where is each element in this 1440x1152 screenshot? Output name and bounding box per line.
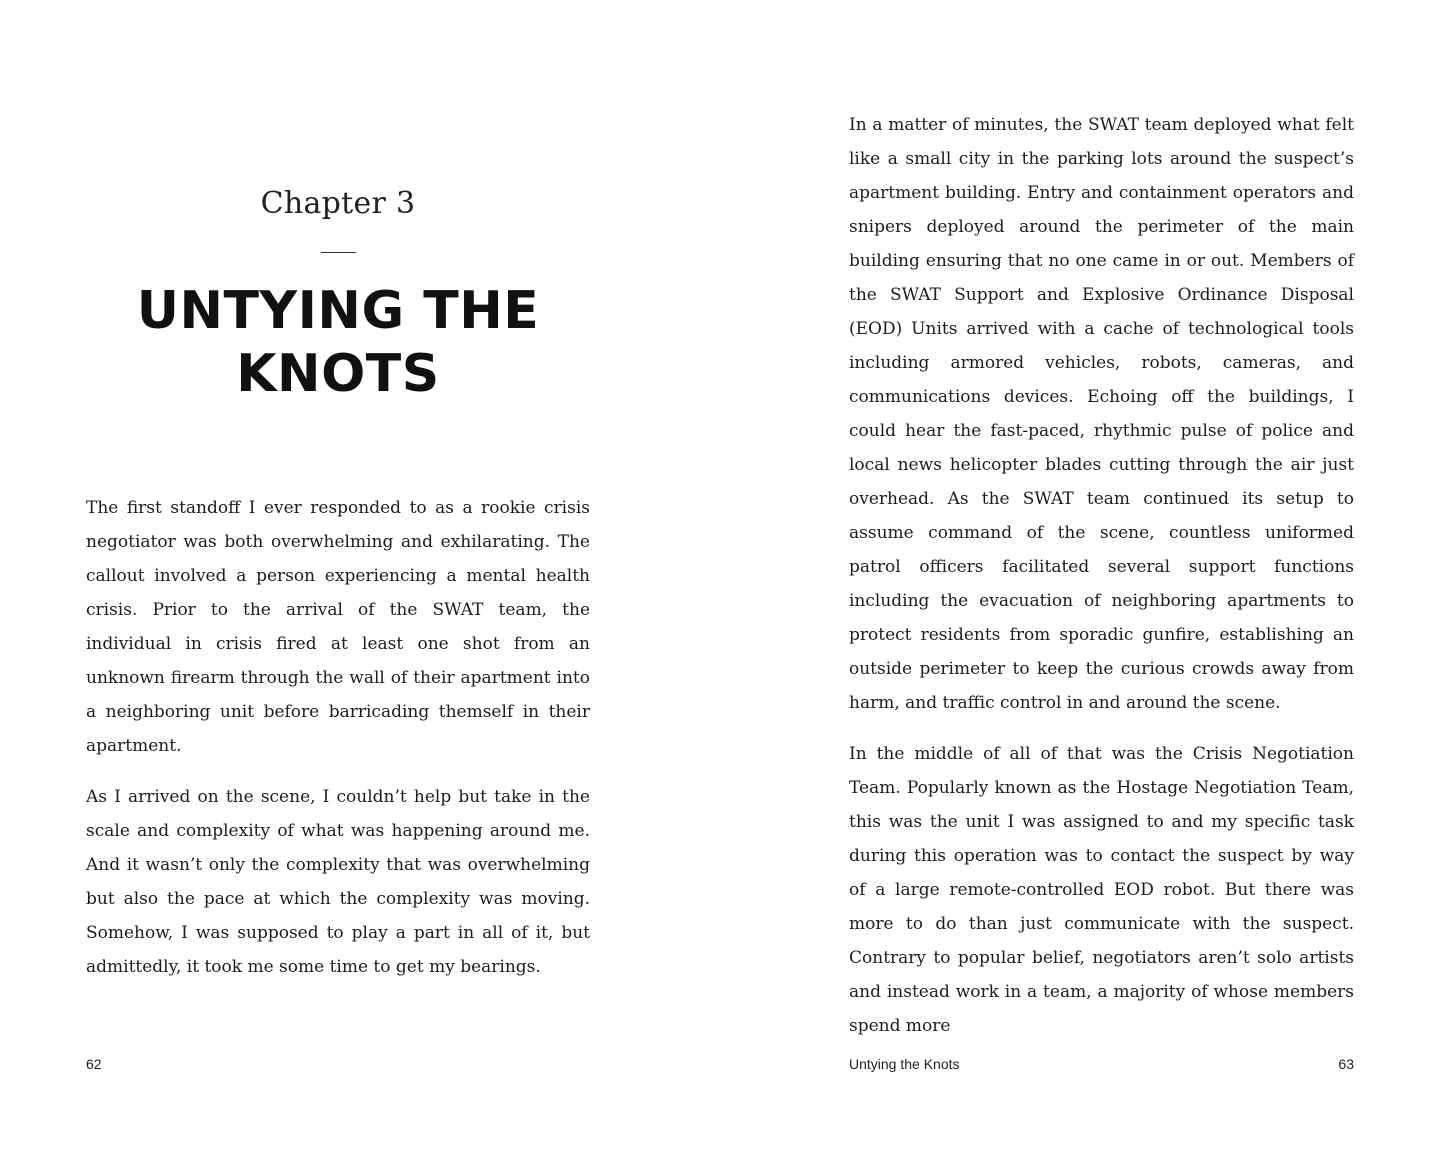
left-body-text	[86, 491, 590, 1001]
right-page	[720, 0, 1440, 1152]
paragraph: The first standoff I ever responded to as a rookie crisis negotiator was both overwhelming and exhilarating. The callout involved a person experiencing a mental health crisis. Prior to the arrival of the SWAT team, the individual in crisis fired at least one shot from an unknown firearm through the wall of their apartment into a neighboring unit before barricading themself in their apartment.	[86, 498, 590, 756]
running-head: Untying the Knots	[849, 1056, 960, 1072]
page-number-left: 62	[86, 1056, 102, 1072]
chapter-title-line-1: UNTYING THE	[136, 281, 540, 341]
chapter-title	[86, 280, 590, 406]
chapter-title-line-2: KNOTS	[236, 344, 440, 404]
right-body-text	[849, 108, 1354, 1060]
paragraph: In a matter of minutes, the SWAT team deployed what felt like a small city in the parking lots around the suspect’s apartment building. Entry and containment operators and snipers deployed around the perimeter of the main building ensuring that no one came in or out. Members of the SWAT Support and Explosive Ordinance Disposal (EOD) Units arrived with a cache of technological tools including armored vehicles, robots, cameras, and communications devices. Echoing off the buildings, I could hear the fast-paced, rhythmic pulse of police and local news helicopter blades cutting through the air just overhead. As the SWAT team continued its setup to assume command of the scene, countless uniformed patrol officers facilitated several support functions including the evacuation of neighboring apartments to protect residents from sporadic gunfire, establishing an outside perimeter to keep the curious crowds away from harm, and traffic control in and around the scene.	[849, 115, 1354, 713]
paragraph: In the middle of all of that was the Crisis Negotiation Team. Popularly known as the Hostage Negotiation Team, this was the unit I was assigned to and my specific task during this operation was to contact the suspect by way of a large remote-controlled EOD robot. But there was more to do than just communicate with the suspect. Contrary to popular belief, negotiators aren’t solo artists and instead work in a team, a majority of whose members spend more	[849, 744, 1354, 1036]
chapter-label: Chapter 3	[260, 186, 416, 221]
paragraph: As I arrived on the scene, I couldn’t help but take in the scale and complexity of what was happening around me. And it wasn’t only the complexity that was overwhelming but also the pace at which the complexity was moving. Somehow, I was supposed to play a part in all of it, but admittedly, it took me some time to get my bearings.	[86, 787, 590, 977]
chapter-divider	[321, 252, 356, 253]
page-number-right: 63	[1338, 1056, 1354, 1072]
